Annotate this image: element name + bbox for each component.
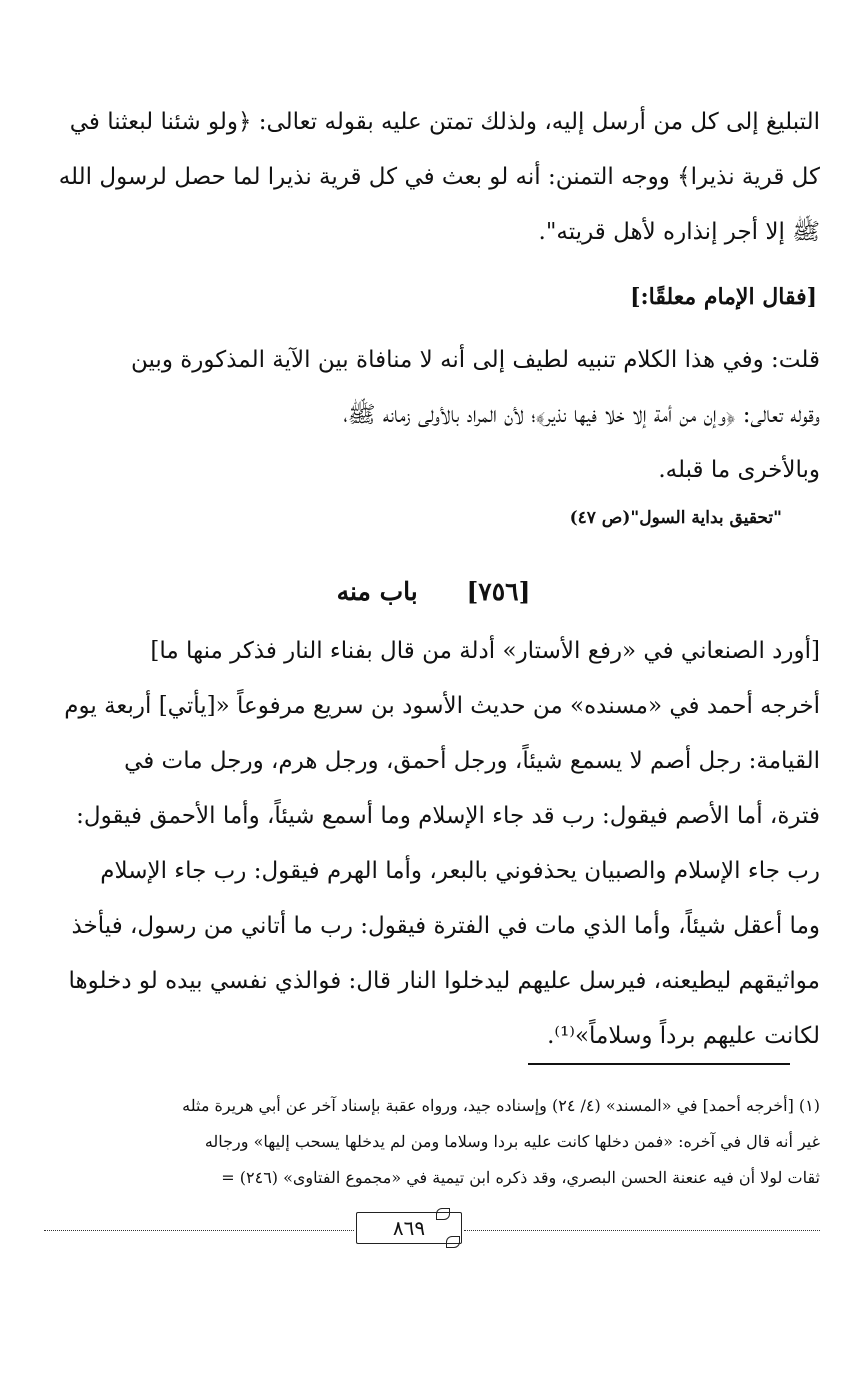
chapter-title: باب منه [336, 577, 418, 606]
text-line: رب جاء الإسلام والصبيان يحذفوني بالبعر، وأما الهرم فيقول: رب جاء الإسلام [100, 858, 820, 884]
footnote-separator [528, 1063, 790, 1065]
page-footer [44, 1210, 820, 1250]
paragraph-comment [48, 333, 820, 498]
frame-ornament-icon [436, 1208, 450, 1220]
text-line: مواثيقهم ليطيعنه، فيرسل عليهم ليدخلوا النار قال: فوالذي نفسي بيده لو دخلوها [68, 968, 820, 994]
paragraph-hadith [48, 624, 820, 1064]
page-number: ٨٦٩ [392, 1216, 426, 1240]
chapter-heading [0, 570, 867, 614]
paragraph-continuation [48, 95, 820, 260]
footnote [48, 1088, 820, 1196]
text-line: فترة، أما الأصم فيقول: رب قد جاء الإسلام وما أسمع شيئاً، وأما الأحمق فيقول: [76, 803, 820, 829]
footer-dotted-rule [44, 1230, 354, 1231]
footer-dotted-rule [464, 1230, 820, 1231]
text-line: وقوله تعالى: ﴿وإن من أمة إلا خلا فيها نذير﴾؛ لأن المراد بالأولى زمانه ﷺ، [343, 402, 820, 428]
text-line: لكانت عليهم برداً وسلاماً»⁽¹⁾. [547, 1023, 820, 1049]
frame-ornament-icon [446, 1236, 460, 1248]
section-subheading: [فقال الإمام معلقًا:] [630, 284, 817, 310]
text-line: القيامة: رجل أصم لا يسمع شيئاً، ورجل أحمق، ورجل هرم، ورجل مات في [124, 748, 820, 774]
text-line: [أورد الصنعاني في «رفع الأستار» أدلة من قال بفناء النار فذكر منها ما] [150, 638, 820, 664]
footnote-line: غير أنه قال في آخره: «فمن دخلها كانت عليه بردا وسلاما ومن لم يدخلها يسحب إليها» ورجاله [204, 1132, 820, 1151]
text-line: وما أعقل شيئاً، وأما الذي مات في الفترة فيقول: رب ما أتاني من رسول، فيأخذ [71, 913, 820, 939]
text-line: قلت: وفي هذا الكلام تنبيه لطيف إلى أنه لا منافاة بين الآية المذكورة وبين [130, 347, 820, 373]
text-line: التبليغ إلى كل من أرسل إليه، ولذلك تمتن عليه بقوله تعالى: ﴿ولو شئنا لبعثنا في [69, 109, 820, 135]
chapter-number: [٧٥٦] [466, 577, 531, 606]
text-line: أخرجه أحمد في «مسنده» من حديث الأسود بن سريع مرفوعاً «[يأتي] أربعة يوم [64, 693, 820, 719]
text-line: ﷺ إلا أجر إنذاره لأهل قريته". [538, 219, 820, 245]
text-line: كل قرية نذيرا﴾ ووجه التمنن: أنه لو بعث في كل قرية نذيرا لما حصل لرسول الله [58, 164, 820, 190]
footnote-line: ثقات لولا أن فيه عنعنة الحسن البصري، وقد ذكره ابن تيمية في «مجموع الفتاوى» (٢٤٦) = [221, 1168, 820, 1187]
footnote-line: (١) [أخرجه أحمد] في «المسند» (٤/ ٢٤) وإسناده جيد، ورواه عقبة بإسناد آخر عن أبي هريرة مثله [182, 1096, 820, 1115]
text-line: وبالأخرى ما قبله. [658, 457, 820, 483]
source-reference: "تحقيق بداية السول"(ص ٤٧) [569, 508, 782, 528]
